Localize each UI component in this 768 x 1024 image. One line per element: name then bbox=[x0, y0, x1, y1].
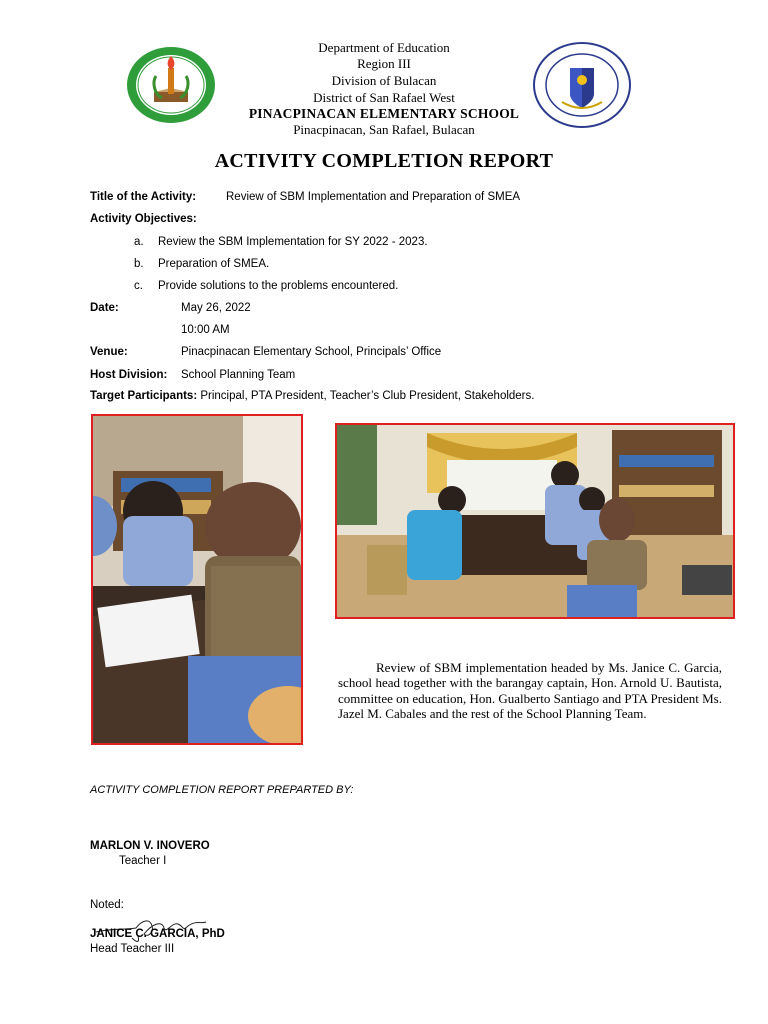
photo-caption bbox=[338, 660, 722, 722]
host-division-label: Host Division: bbox=[90, 369, 168, 381]
objective-text: Review the SBM Implementation for SY 2022 - 2023. bbox=[158, 236, 428, 248]
school-address: Pinacpinacan, San Rafael, Bulacan bbox=[293, 122, 475, 137]
preparer-name: MARLON V. INOVERO bbox=[90, 840, 210, 852]
activity-photo-left bbox=[91, 414, 303, 745]
prepared-by-label: ACTIVITY COMPLETION REPORT PREPARTED BY: bbox=[90, 784, 354, 796]
time-value: 10:00 AM bbox=[181, 324, 230, 336]
division-line: Division of Bulacan bbox=[331, 73, 437, 88]
objective-item bbox=[134, 258, 269, 270]
objectives-label: Activity Objectives: bbox=[90, 213, 197, 225]
noted-label: Noted: bbox=[90, 899, 124, 911]
objective-text: Preparation of SMEA. bbox=[158, 258, 270, 270]
objective-text: Provide solutions to the problems encountered. bbox=[158, 280, 399, 292]
objective-marker: b. bbox=[134, 258, 144, 270]
preparer-position: Teacher I bbox=[119, 855, 167, 867]
participants-value: Principal, PTA President, Teacher’s Club President, Stakeholders. bbox=[200, 390, 535, 402]
report-title: ACTIVITY COMPLETION REPORT bbox=[214, 150, 554, 172]
district-line: District of San Rafael West bbox=[313, 90, 455, 105]
objective-marker: c. bbox=[134, 280, 143, 292]
activity-title-value: Review of SBM Implementation and Preparation of SMEA bbox=[226, 191, 521, 203]
deped-seal-right bbox=[532, 42, 632, 128]
participants-label: Target Participants: bbox=[90, 390, 198, 402]
activity-photo-right bbox=[335, 423, 735, 619]
photo-caption-text: Review of SBM implementation headed by Ms. Janice C. Garcia, school head together with the barangay captain, Hon. Arnold U. Bautista, committee on education, Hon. Gualberto Santiago and PTA President Ms. Jazel M. Cabales and the rest of the School Planning Team. bbox=[338, 660, 722, 722]
objective-marker: a. bbox=[134, 236, 144, 248]
department-line: Department of Education bbox=[318, 40, 450, 55]
date-value: May 26, 2022 bbox=[181, 302, 251, 314]
venue-value: Pinacpinacan Elementary School, Principals’ Office bbox=[181, 346, 442, 358]
region-line: Region III bbox=[357, 56, 411, 71]
objective-item bbox=[134, 280, 398, 292]
activity-title-label: Title of the Activity: bbox=[90, 191, 197, 203]
participants-row bbox=[90, 390, 534, 402]
date-label: Date: bbox=[90, 302, 119, 314]
approver-position: Head Teacher III bbox=[90, 943, 175, 955]
host-division-value: School Planning Team bbox=[181, 369, 296, 381]
objective-item bbox=[134, 236, 428, 248]
approver-name: JANICE C. GARCIA, PhD bbox=[90, 928, 225, 940]
venue-label: Venue: bbox=[90, 346, 128, 358]
school-name: PINACPINACAN ELEMENTARY SCHOOL bbox=[248, 106, 520, 121]
